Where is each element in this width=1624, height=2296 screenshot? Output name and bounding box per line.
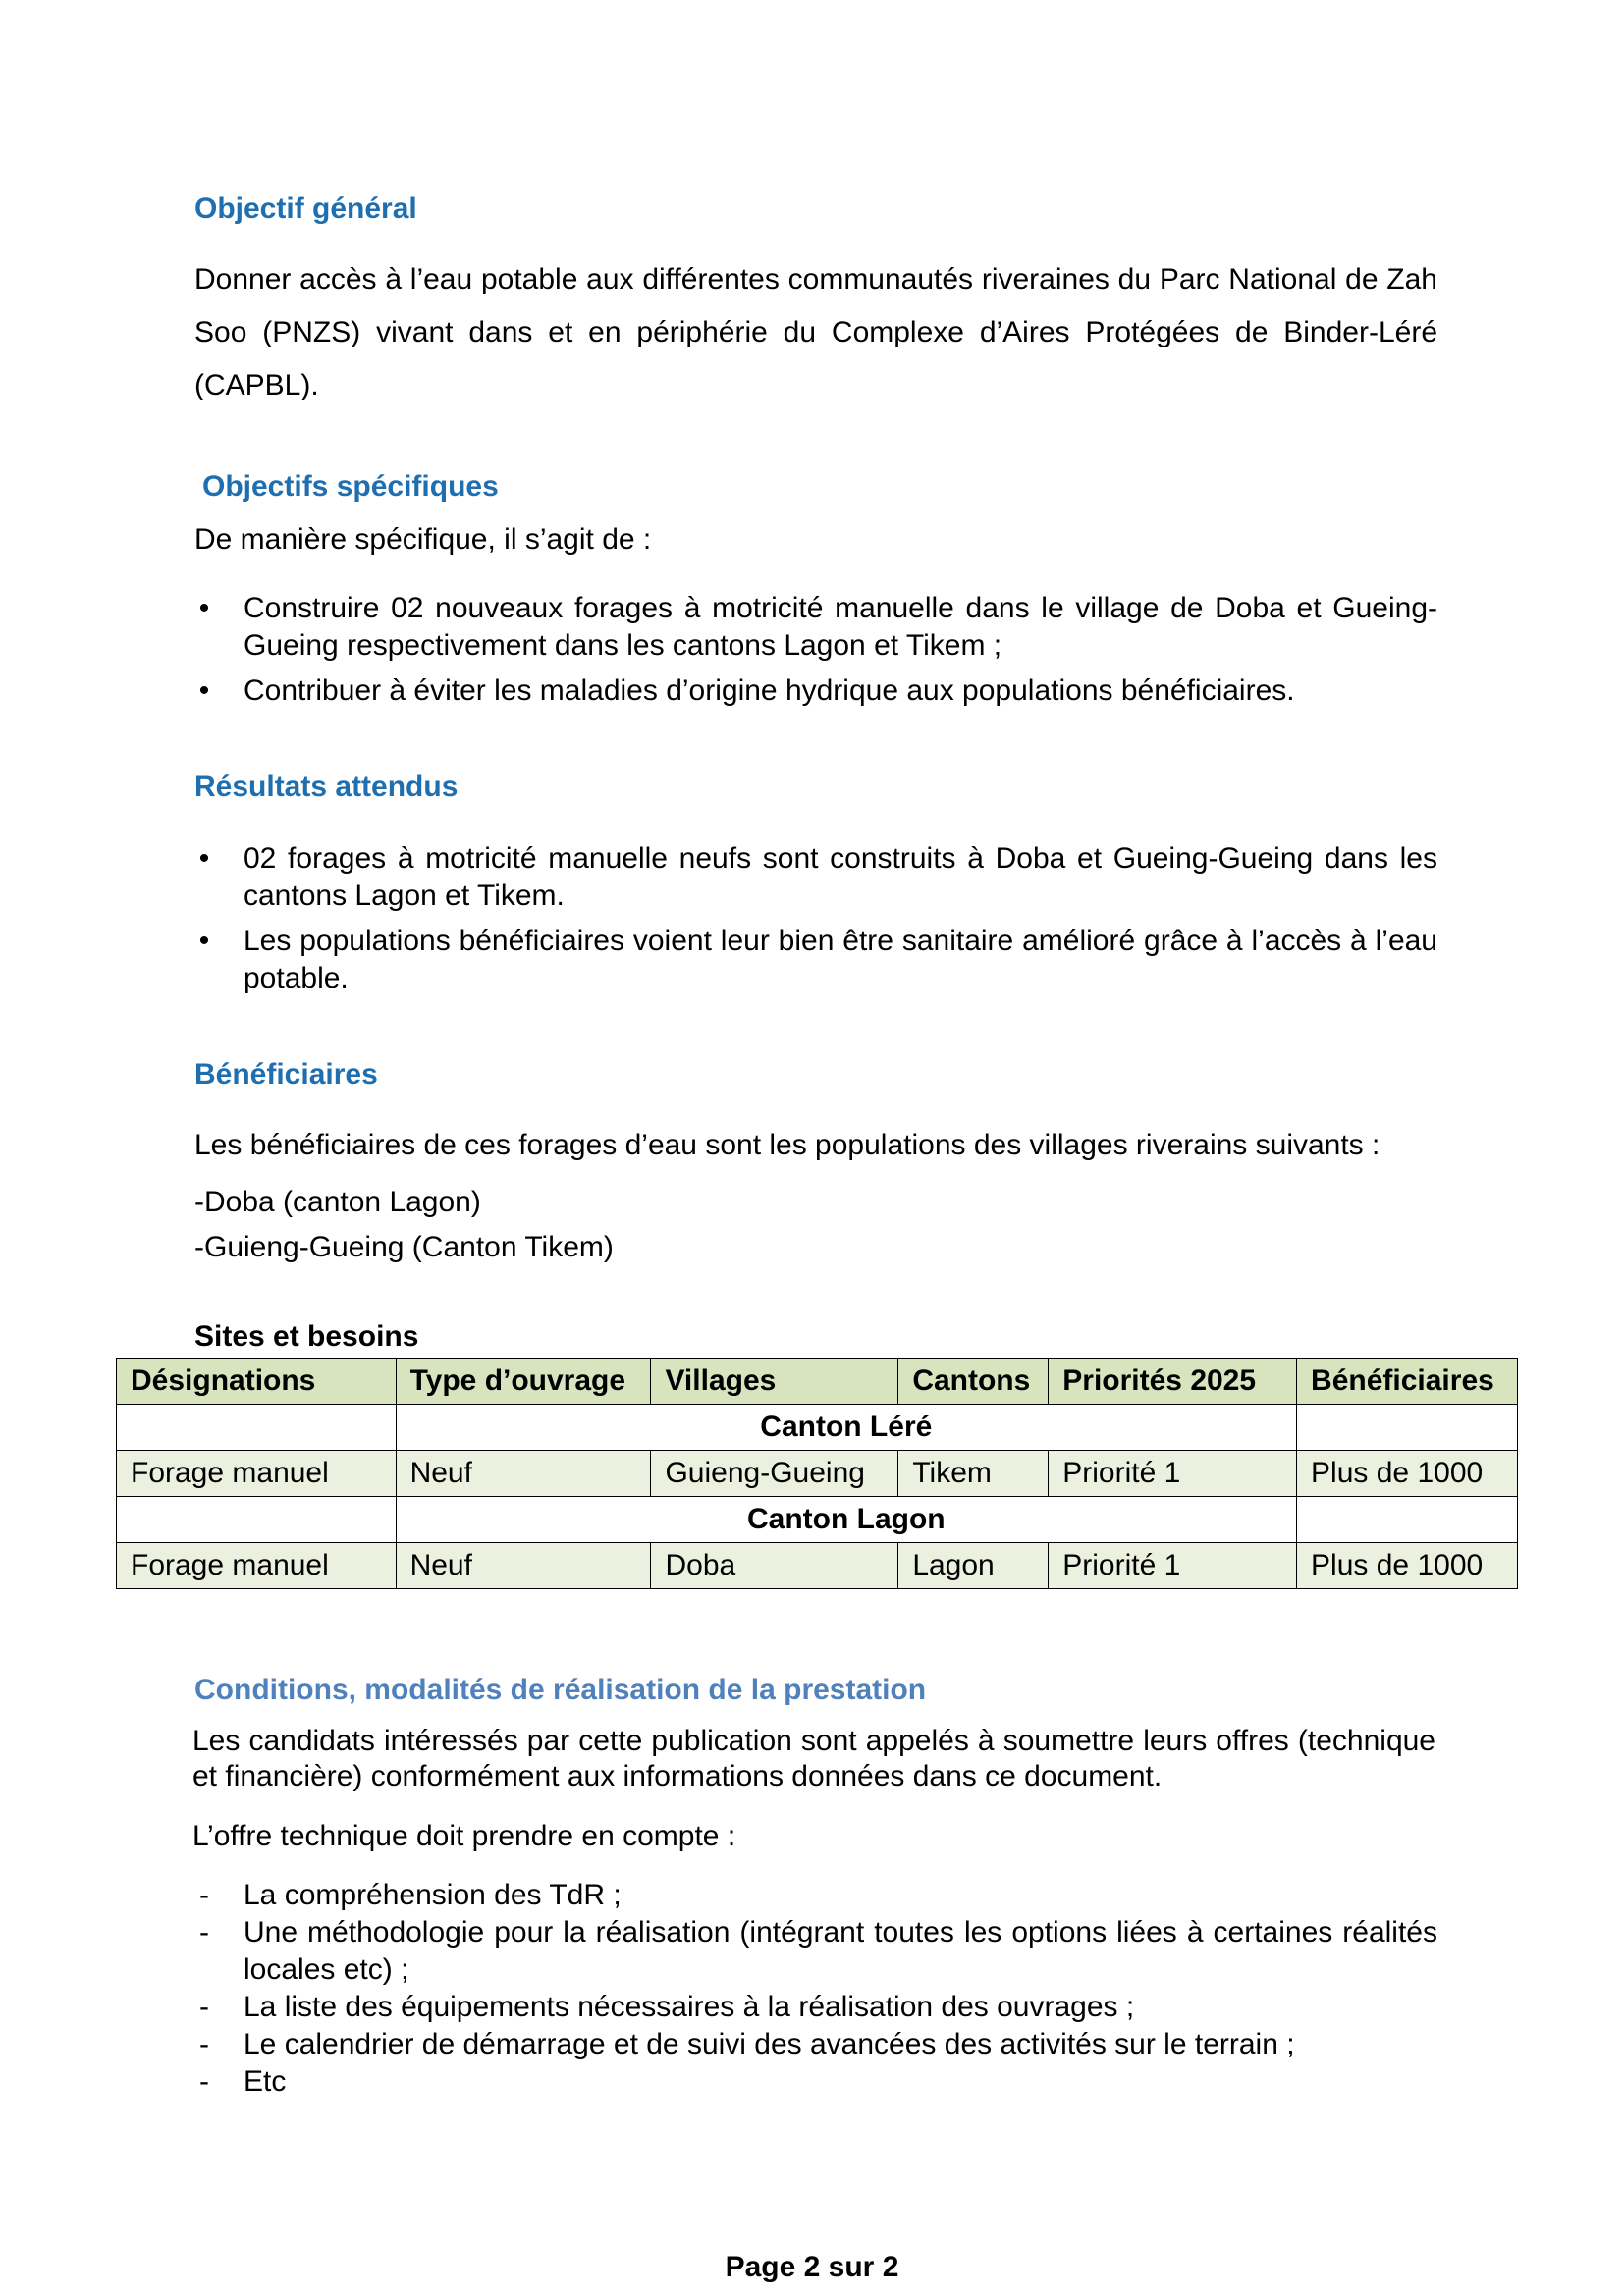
column-header: Priorités 2025 xyxy=(1049,1359,1297,1405)
table-cell xyxy=(1297,1497,1518,1543)
objectifs-specifiques-intro: De manière spécifique, il s’agit de : xyxy=(194,523,652,556)
list-item: - Etc xyxy=(244,2063,1437,2101)
conditions-list xyxy=(199,1877,1437,2101)
table-cell xyxy=(117,1405,397,1451)
table-row xyxy=(117,1451,1518,1497)
bullet-icon: • xyxy=(198,592,210,624)
table-cell xyxy=(117,1497,397,1543)
table-cell: Doba xyxy=(651,1543,898,1589)
list-item: - La liste des équipements nécessaires à la réalisation des ouvrages ; xyxy=(244,1989,1437,2026)
table-cell: Guieng-Gueing xyxy=(651,1451,898,1497)
sites-table xyxy=(116,1358,1518,1589)
table-cell: Neuf xyxy=(396,1543,651,1589)
list-item: • Construire 02 nouveaux forages à motricité manuelle dans le village de Doba et Gueing-Gueing respectivement dans les cantons Lagon et Tikem ; xyxy=(244,590,1437,665)
heading-objectif-general: Objectif général xyxy=(194,192,417,225)
table-group-row xyxy=(117,1405,1518,1451)
dash-marker: - xyxy=(199,1879,209,1911)
list-item: • 02 forages à motricité manuelle neufs sont construits à Doba et Gueing-Gueing dans les cantons Lagon et Tikem. xyxy=(244,840,1437,915)
objectif-general-text: Donner accès à l’eau potable aux différentes communautés riveraines du Parc National de Zah Soo (PNZS) vivant dans et en périphérie du Complexe d’Aires Protégées de Binder-Léré (CAPBL). xyxy=(194,263,1437,401)
page-number: Page 2 sur 2 xyxy=(725,2251,899,2283)
beneficiaire-village: -Guieng-Gueing (Canton Tikem) xyxy=(194,1231,614,1263)
list-item: - Une méthodologie pour la réalisation (intégrant toutes les options liées à certaines réalités locales etc) ; xyxy=(244,1914,1437,1989)
list-item: • Contribuer à éviter les maladies d’origine hydrique aux populations bénéficiaires. xyxy=(244,672,1437,710)
objectifs-specifiques-list xyxy=(198,590,1437,718)
list-item: • Les populations bénéficiaires voient leur bien être sanitaire amélioré grâce à l’accès à l’eau potable. xyxy=(244,923,1437,997)
heading-objectifs-specifiques: Objectifs spécifiques xyxy=(202,470,499,503)
table-cell: Lagon xyxy=(898,1543,1049,1589)
table-cell: Priorité 1 xyxy=(1049,1543,1297,1589)
dash-marker: - xyxy=(199,1916,209,1949)
heading-resultats-attendus: Résultats attendus xyxy=(194,771,459,803)
beneficiaire-village: -Doba (canton Lagon) xyxy=(194,1186,481,1218)
bullet-icon: • xyxy=(198,842,210,875)
table-cell: Forage manuel xyxy=(117,1543,397,1589)
table-cell: Forage manuel xyxy=(117,1451,397,1497)
column-header: Cantons xyxy=(898,1359,1049,1405)
table-header-row xyxy=(117,1359,1518,1405)
dash-marker: - xyxy=(199,1991,209,2023)
table-cell xyxy=(1297,1405,1518,1451)
table-row xyxy=(117,1543,1518,1589)
bullet-icon: • xyxy=(198,674,210,707)
column-header: Bénéficiaires xyxy=(1297,1359,1518,1405)
heading-beneficiaires: Bénéficiaires xyxy=(194,1058,378,1091)
group-label: Canton Lagon xyxy=(396,1497,1296,1543)
group-label: Canton Léré xyxy=(396,1405,1296,1451)
dash-marker: - xyxy=(199,2065,209,2098)
conditions-paragraph: Les candidats intéressés par cette publication sont appelés à soumettre leurs offres (technique et financière) conformément aux informations données dans ce document. xyxy=(192,1725,1435,1792)
table-cell: Tikem xyxy=(898,1451,1049,1497)
dash-marker: - xyxy=(199,2028,209,2060)
table-group-row xyxy=(117,1497,1518,1543)
bullet-icon: • xyxy=(198,925,210,957)
column-header: Type d’ouvrage xyxy=(396,1359,651,1405)
table-cell: Priorité 1 xyxy=(1049,1451,1297,1497)
table-cell: Plus de 1000 xyxy=(1297,1451,1518,1497)
list-item: - La compréhension des TdR ; xyxy=(244,1877,1437,1914)
heading-conditions: Conditions, modalités de réalisation de la prestation xyxy=(194,1674,927,1706)
list-item: - Le calendrier de démarrage et de suivi des avancées des activités sur le terrain ; xyxy=(244,2026,1437,2063)
table-cell: Plus de 1000 xyxy=(1297,1543,1518,1589)
column-header: Désignations xyxy=(117,1359,397,1405)
table-cell: Neuf xyxy=(396,1451,651,1497)
resultats-list xyxy=(198,840,1437,1005)
sites-title: Sites et besoins xyxy=(194,1320,419,1353)
conditions-offre-intro: L’offre technique doit prendre en compte : xyxy=(192,1820,736,1852)
column-header: Villages xyxy=(651,1359,898,1405)
beneficiaires-intro: Les bénéficiaires de ces forages d’eau sont les populations des villages riverains suivants : xyxy=(194,1129,1380,1161)
